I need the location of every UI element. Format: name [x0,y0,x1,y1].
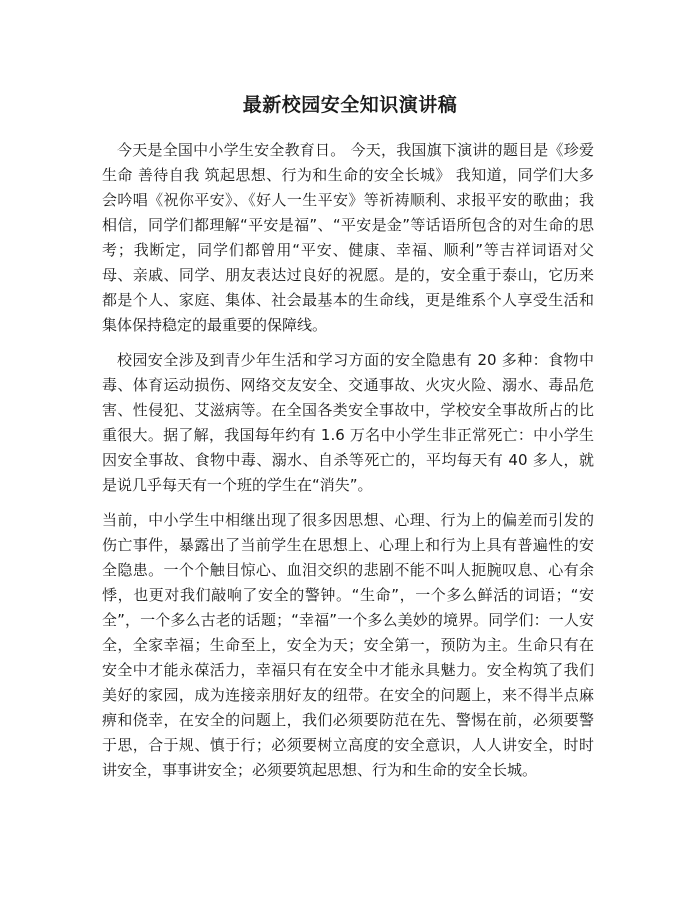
document-body [102,138,594,793]
paragraph-3: 当前，中小学生中相继出现了很多因思想、心理、行为上的偏差而引发的伤亡事件，暴露出了当前学生在思想上、心理上和行为上具有普遍性的安全隐患。一个个触目惊心、血泪交织的悲剧不能不叫人扼腕叹息、心有余悸，也更对我们敲响了安全的警钟。“生命”，一个多么鲜活的词语；“安全”，一个多么古老的话题；“幸福”一个多么美妙的境界。同学们：一人安全，全家幸福；生命至上，安全为天；安全第一，预防为主。生命只有在安全中才能永葆活力，幸福只有在安全中才能永具魅力。安全构筑了我们美好的家园，成为连接亲朋好友的纽带。在安全的问题上，来不得半点麻痹和侥幸，在安全的问题上，我们必须要防范在先、警惕在前，必须要警于思，合于规、慎于行；必须要树立高度的安全意识，人人讲安全，时时讲安全，事事讲安全；必须要筑起思想、行为和生命的安全长城。 [102,511,594,779]
paragraph-2: 校园安全涉及到青少年生活和学习方面的安全隐患有 20 多种：食物中毒、体育运动损伤、网络交友安全、交通事故、火灾火险、溺水、毒品危害、性侵犯、艾滋病等。在全国各类安全事故中，学校安全事故所占的比重很大。据了解，我国每年约有 1.6 万名中小学生非正常死亡：中小学生因安全事故、食物中毒、溺水、自杀等死亡的，平均每天有 40 多人，就是说几乎每天有一个班的学生在“消失”。 [102,351,594,494]
document-title: 最新校园安全知识演讲稿 [242,94,458,116]
paragraph-1: 今天是全国中小学生安全教育日。 今天，我国旗下演讲的题目是《珍爱生命 善待自我 筑起思想、行为和生命的安全长城》 我知道，同学们大多会吟唱《祝你平安》、《好人一生平安》等祈祷顺利、求报平安的歌曲；我相信，同学们都理解“平安是福”、“平安是金”等话语所包含的对生命的思考；我断定，同学们都曾用“平安、健康、幸福、顺利”等吉祥词语对父母、亲戚、同学、朋友表达过良好的祝愿。是的，安全重于泰山，它历来都是个人、家庭、集体、社会最基本的生命线，更是维系个人享受生活和集体保持稳定的最重要的保障线。 [102,141,594,334]
